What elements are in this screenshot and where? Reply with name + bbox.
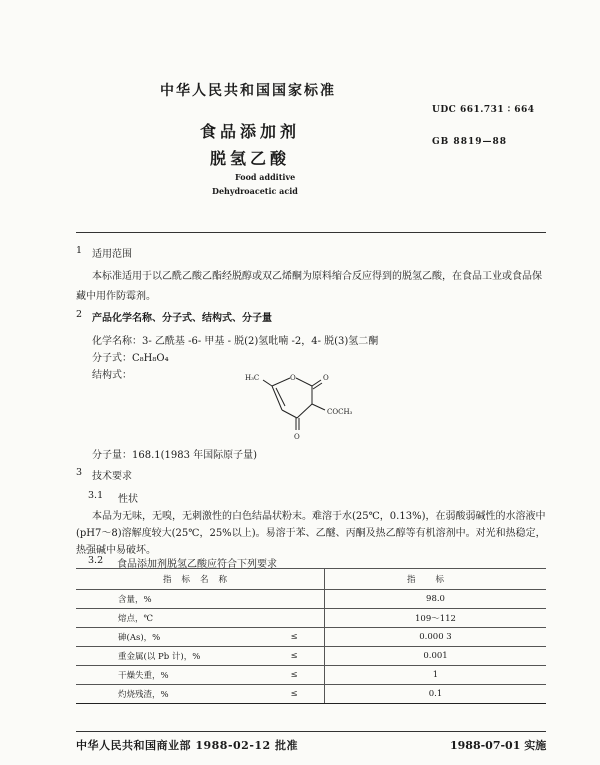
spec-table — [76, 568, 546, 704]
spec-value: 109～112 — [325, 609, 547, 628]
section-1-text: 本标准适用于以乙酰乙酸乙酯经脱醇或双乙烯酮为原料缩合反应得到的脱氢乙酸，在食品工业或食品保藏中用作防霉剂。 — [76, 271, 542, 302]
section-3-1-text: 本品为无味，无嗅，无刺激性的白色结晶状粉末。难溶于水(25℃，0.13%)，在弱酸弱碱性的水溶液中(pH7～8)溶解度较大(25℃，25%以上)。易溶于苯、乙醚、丙酮及热乙醇等有机溶剂中。对光和热稳定，热强碱中易破坏。 — [76, 511, 546, 556]
spec-cmp: ≤ — [264, 685, 325, 704]
section-3-2-title: 食品添加剂脱氢乙酸应符合下列要求 — [117, 559, 277, 570]
spec-col-name-header: 指标名称 — [76, 569, 325, 590]
table-row — [76, 647, 546, 666]
molecular-weight: 分子量：168.1(1983 年国际原子量) — [92, 450, 258, 461]
spec-cmp — [264, 590, 325, 609]
spec-value: 0.001 — [325, 647, 547, 666]
standard-org-title: 中华人民共和国国家标准 — [160, 83, 336, 99]
acetyl-label: COCH₃ — [327, 408, 353, 416]
chemical-name: 化学名称：3- 乙酰基 -6- 甲基 - 脱(2)氢吡喃 -2，4- 脱(3)氢二酮 — [92, 336, 379, 347]
section-3-title: 技术要求 — [92, 471, 132, 482]
methyl-label: H₃C — [245, 374, 260, 382]
ring-oxygen-label: O — [290, 374, 296, 382]
section-3-1-title: 性状 — [118, 494, 138, 505]
spec-name: 熔点，℃ — [76, 609, 264, 628]
section-3-1-number: 3.1 — [88, 490, 104, 501]
spec-name: 含量，% — [76, 590, 264, 609]
spec-cmp: ≤ — [264, 647, 325, 666]
spec-cmp: ≤ — [264, 628, 325, 647]
spec-value: 0.000 3 — [325, 628, 547, 647]
table-row — [76, 609, 546, 628]
effective-date: 1988-07-01 实施 — [450, 739, 547, 752]
spec-value: 0.1 — [325, 685, 547, 704]
udc-code: UDC 661.731 ∶ 664 — [432, 105, 535, 115]
section-1-title: 适用范围 — [92, 249, 132, 260]
table-row — [76, 590, 546, 609]
gb-number: GB 8819—88 — [432, 137, 507, 147]
spec-name: 砷(As)，% — [76, 628, 264, 647]
section-3-2-number: 3.2 — [88, 555, 104, 566]
bottom-carbonyl-oxygen-label: O — [294, 433, 300, 441]
structure-label: 结构式： — [92, 370, 132, 381]
molecular-formula: 分子式：C₈H₈O₄ — [92, 353, 169, 364]
section-3-number: 3 — [76, 467, 83, 478]
document-title-line1: 食品添加剂 — [200, 122, 301, 141]
table-row — [76, 666, 546, 685]
table-row — [76, 685, 546, 704]
spec-col-value-header: 指标 — [325, 569, 547, 590]
english-title-line2: Dehydroacetic acid — [212, 186, 298, 196]
section-1-number: 1 — [76, 245, 83, 256]
spec-value: 98.0 — [325, 590, 547, 609]
spec-value: 1 — [325, 666, 547, 685]
spec-cmp: ≤ — [264, 666, 325, 685]
spec-table-header — [76, 569, 546, 590]
section-2-number: 2 — [76, 309, 83, 320]
bottom-divider — [76, 731, 546, 732]
structural-formula-diagram — [245, 370, 375, 445]
top-divider — [76, 232, 546, 233]
spec-name: 重金属(以 Pb 计)，% — [76, 647, 264, 666]
table-row — [76, 628, 546, 647]
document-title-line2: 脱氢乙酸 — [210, 149, 291, 168]
top-carbonyl-oxygen-label: O — [323, 374, 329, 382]
approval-line: 中华人民共和国商业部 1988-02-12 批准 — [76, 739, 299, 752]
english-title-line1: Food additive — [235, 172, 296, 182]
spec-name: 灼烧残渣，% — [76, 685, 264, 704]
spec-cmp — [264, 609, 325, 628]
spec-name: 干燥失重，% — [76, 666, 264, 685]
section-2-title: 产品化学名称、分子式、结构式、分子量 — [92, 313, 272, 324]
